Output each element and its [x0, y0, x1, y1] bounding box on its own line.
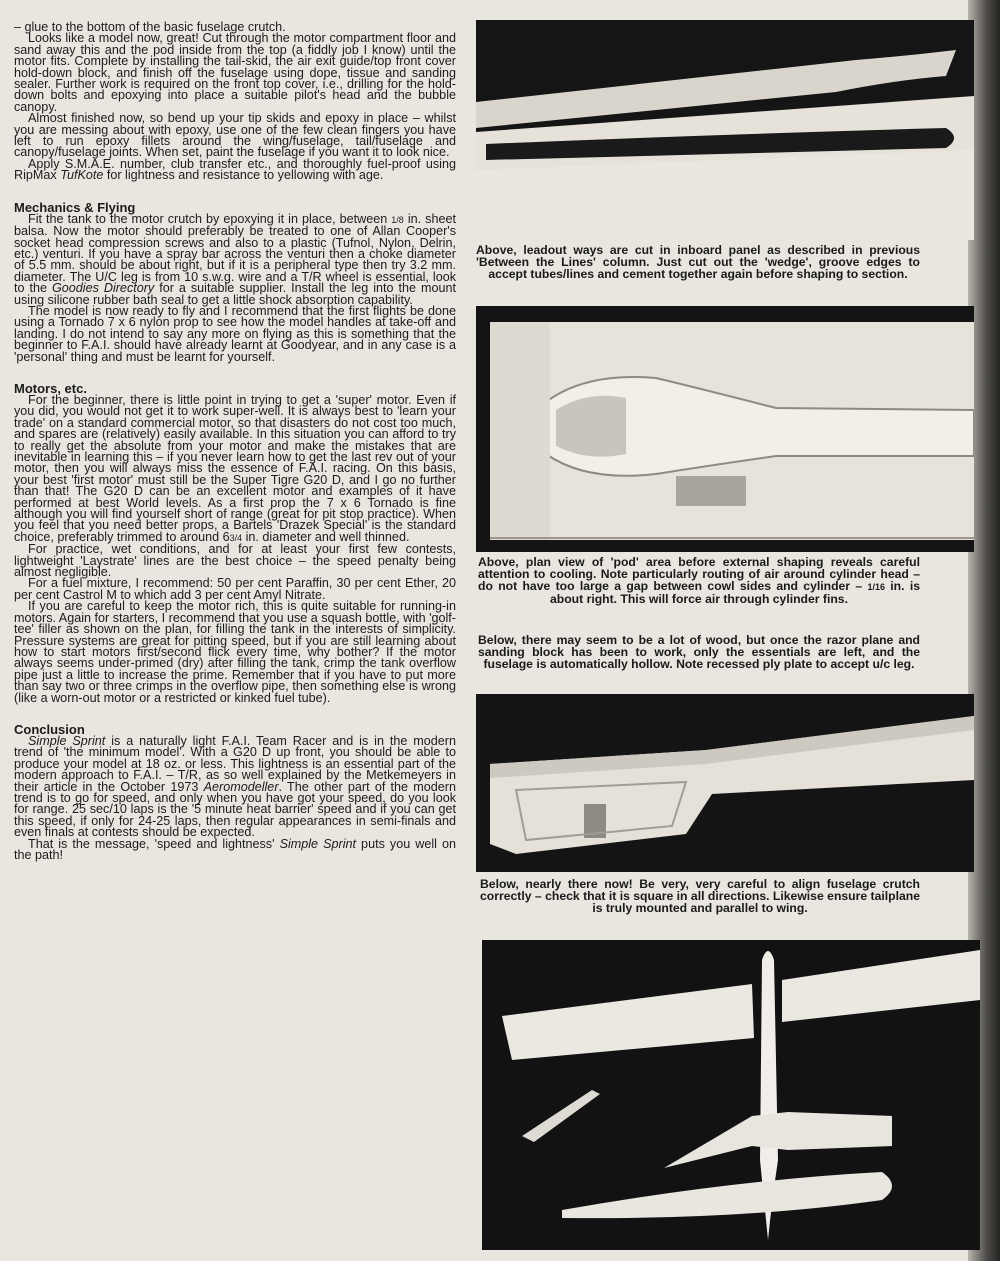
photo-pod-plan-view — [476, 306, 974, 552]
caption-wood: Below, there may seem to be a lot of wood, but once the razor plane and sanding block has been to work, only the essentials are left, and the fuselage is automatically hollow. Note recessed ply plate to accept u/c leg. — [478, 633, 920, 671]
caption-pod-plan: Above, plan view of 'pod' area before external shaping reveals careful attention to cooling. Note particularly routing of air around cylinder head – do not have too large a gap between cowl sides and cylinder – 1/16 in. is about right. This will force air through cylinder fins. — [478, 555, 920, 606]
fraction-sixteenth: 1/16 — [867, 582, 885, 592]
photo-assembled-parts — [482, 940, 980, 1250]
paragraph-conclusion: Simple Sprint is a naturally light F.A.I. Team Racer and is in the modern trend of 'the minimum model'. With a G20 D up front, you should be able to produce your model at 18 oz. or less. This lightness is an essential part of the modern approach to F.A.I. – T/R, as so well explained by the Metkemeyers in their article in the October 1973 Aeromodeller. The other part of the modern trend is to go for speed, and only when you have got your speed, do you look for range. 25 sec/10 laps is the '5 minute heat barrier' speed and if you can get this speed, if only for 24-25 laps, then regular appearances in semi-finals and even finals at contests should be expected. — [14, 733, 456, 840]
caption-crutch: Below, nearly there now! Be very, very careful to align fuselage crutch correctly – check that it is square in all directions. Likewise ensure tailplane is truly mounted and parallel to wing. — [480, 877, 920, 915]
article-left-column — [14, 22, 456, 861]
paragraph-fuel-mixture: For a fuel mixture, I recommend: 50 per cent Paraffin, 30 per cent Ether, 20 per cent Castrol M to which add 3 per cent Amyl Nitrate. — [14, 576, 456, 602]
paragraph-first-flights: The model is now ready to fly and I recommend that the first flights be done using a Tornado 7 x 6 nylon prop to see how the model handles at take-off and landing. I do not intend to say any more on flying as this is something that the beginner to F.A.I. should have already learnt at Goodyear, and in any case is a 'personal' thing and must be learnt for yourself. — [14, 303, 456, 364]
photo-leadout-panel — [476, 20, 974, 240]
paragraph-beginner-motor: For the beginner, there is little point in trying to get a 'super' motor. Even if you did, you would not get it to work super-well. It is always best to 'learn your trade' on a standard commercial motor, so that disasters do not cost too much, and spares are (relatively) easily available. In this situation you can afford to try to really get the absolute from your motor and make the mistakes that are inevitable in learning this – if you never learn how to get the last rev out of your motor, then you will always miss the essence of F.A.I. racing. On this basis, your best 'first motor' must still be the Super Tigre G20 D, and I go no further than that! The G20 D can be an excellent motor and examples of it have performed at best World levels. As a first prop the 7 x 6 Tornado is fine although you will find yourself short of range (great for pit stop practice). When you feel that you need better props, a Bartels 'Drazek Special' is the standard choice, preferably trimmed to around 63/4 in. diameter and well thinned. — [14, 392, 456, 544]
heading-mechanics-flying: Mechanics & Flying — [14, 199, 136, 215]
heading-conclusion: Conclusion — [14, 721, 85, 737]
paragraph-message: That is the message, 'speed and lightness' Simple Sprint puts you well on the path! — [14, 836, 457, 862]
photo-fuselage-block — [476, 694, 974, 872]
paragraph-running-in: If you are careful to keep the motor rich, this is quite suitable for running-in motors. Again for starters, I recommend that you use a squash bottle, with 'golf-tee' filler as shown on the plan, for filling the tank in the interests of simplicity. Pressure systems are great for pitting speed, but if you are still learning about how to start motors first/second flick every time, why bother? If the motor always seems under-primed (dry) after filling the tank, crimp the tank overflow pipe just a little to increase the prime. Remember that if you have to put more than say two or three crimps in the overflow pipe, then something else is wrong (like a worn-out motor or a restricted or kinked fuel tube). — [14, 599, 456, 705]
paragraph-model-now: Looks like a model now, great! Cut through the motor compartment floor and sand away this and the pod inside from the top (a fiddly job I know) until the motor fits. Complete by installing the tail-skid, the air exit guide/top front cover hold-down block, and finish off the fuselage using dope, tissue and sanding sealer. Further work is required on the front top cover, i.e., drilling for the hold-down bolts and epoxying into place a suitable pilot's head and the bubble canopy. — [14, 31, 456, 114]
fraction-three-quarter: 3/4 — [229, 532, 243, 543]
paragraph-lines: For practice, wet conditions, and for at least your first few contests, lightweight 'Laystrate' lines are the best choice – the speed penalty being almost negligible. — [14, 542, 456, 580]
paragraph-finishing: Almost finished now, so bend up your tip skids and epoxy in place – whilst you are messing about with epoxy, use one of the few clean fingers you have left to run epoxy fillets around the wing/fuselage, tail/fuselage and canopy/fuselage joints. When set, paint the fuselage if you want it to look nice. — [14, 111, 456, 160]
heading-motors: Motors, etc. — [14, 380, 87, 396]
paragraph-tank-motor: Fit the tank to the motor crutch by epoxying it in place, between 1/8 in. sheet balsa. Now the motor should preferably be treated to one of Allan Cooper's socket head compression screws and also to a plastic (Tufnol, Nylon, Delrin, etc.) venturi. If you have a spray bar across the venturi then a choke diameter of 5.5 mm. should be about right, but if it is a peripheral type then try 3.2 mm. diameter. The U/C leg is from 10 s.w.g. wire and a T/R wheel is essential, look to the Goodies Directory for a suitable supplier. Install the leg into the mount using silicone rubber bath seal to get a little shock absorption capability. — [14, 211, 457, 307]
paragraph-fuel-proof: Apply S.M.A.E. number, club transfer etc., and thoroughly fuel-proof using RipMax TufKote for lightness and resistance to yellowing with age. — [14, 156, 456, 183]
fraction-eighth: 1/8 — [391, 214, 404, 225]
caption-leadout: Above, leadout ways are cut in inboard panel as described in previous 'Between the Lines' column. Just cut out the 'wedge', groove edges to accept tubes/lines and cement together again before shaping to section. — [476, 243, 920, 281]
paragraph-glue: – glue to the bottom of the basic fuselage crutch. — [14, 20, 286, 34]
